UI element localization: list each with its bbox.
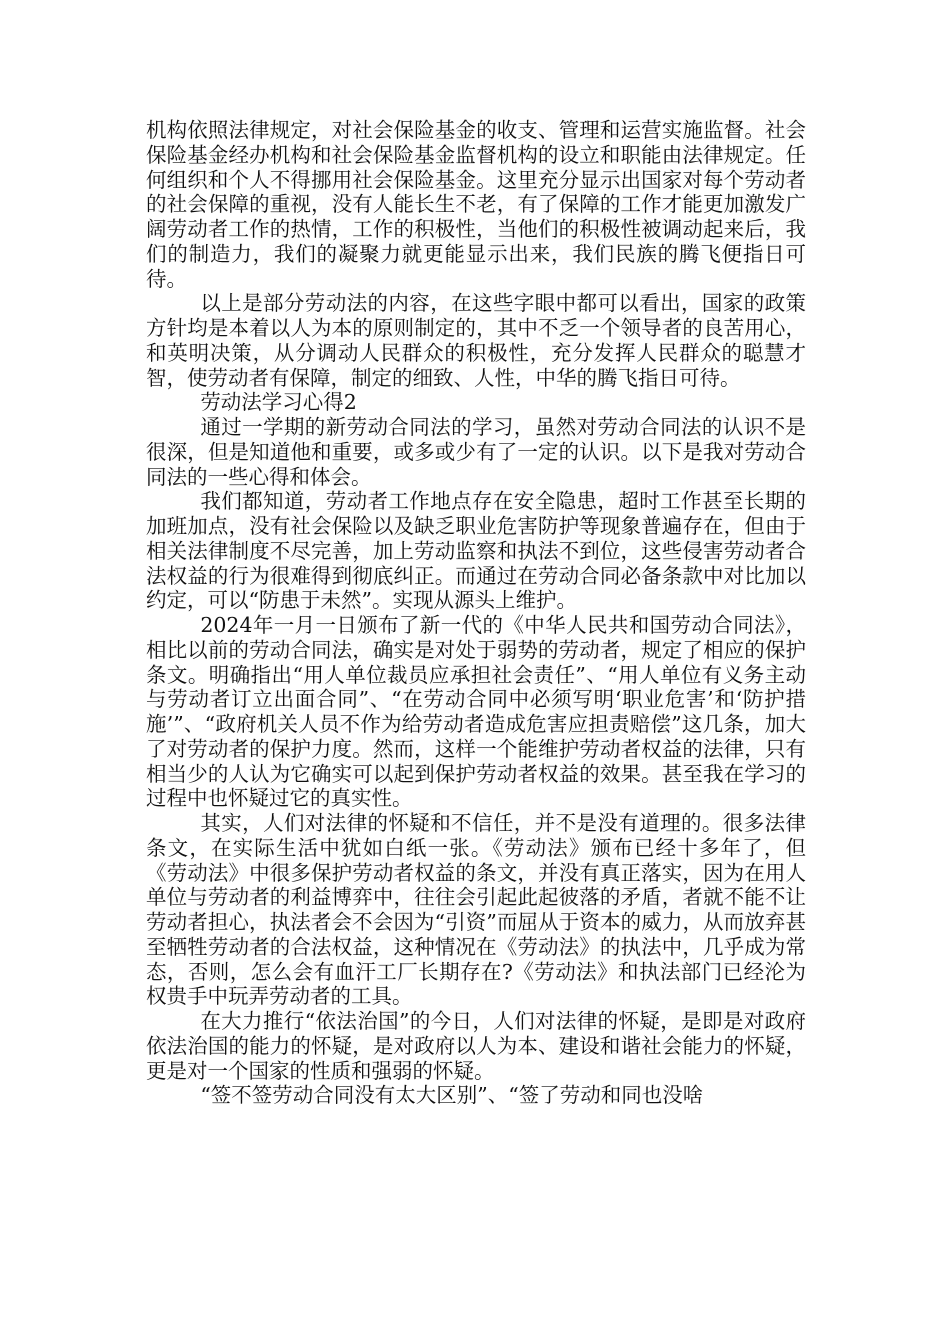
- paragraph: 以上是部分劳动法的内容，在这些字眼中都可以看出，国家的政策方针均是本着以人为本的原则制定的，其中不乏一个领导者的良苦用心，和英明决策，从分调动人民群众的积极性，充分发挥人民群众的聪慧才智，使劳动者有保障，制定的细致、人性，中华的腾飞指日可待。: [146, 291, 806, 390]
- paragraph: 通过一学期的新劳动合同法的学习，虽然对劳动合同法的认识不是很深，但是知道他和重要，或多或少有了一定的认识。以下是我对劳动合同法的一些心得和体会。: [146, 415, 806, 489]
- document-body: [146, 118, 806, 1108]
- paragraph: 我们都知道，劳动者工作地点存在安全隐患，超时工作甚至长期的加班加点，没有社会保险以及缺乏职业危害防护等现象普遍存在，但由于相关法律制度不尽完善，加上劳动监察和执法不到位，这些侵害劳动者合法权益的行为很难得到彻底纠正。而通过在劳动合同必备条款中对比加以约定，可以“防患于未然”。实现从源头上维护。: [146, 489, 806, 613]
- paragraph: “签不签劳动合同没有太大区别”、“签了劳动和同也没啥: [200, 1083, 704, 1108]
- paragraph: 其实，人们对法律的怀疑和不信任，并不是没有道理的。很多法律条文，在实际生活中犹如白纸一张。《劳动法》颁布已经十多年了，但《劳动法》中很多保护劳动者权益的条文，并没有真正落实，因为在用人单位与劳动者的利益博弈中，往往会引起此起彼落的矛盾，者就不能不让劳动者担心，执法者会不会因为“引资”而屈从于资本的威力，从而放弃甚至牺牲劳动者的合法权益，这种情况在《劳动法》的执法中，几乎成为常态，否则，怎么会有血汗工厂长期存在?《劳动法》和执法部门已经沦为权贵手中玩弄劳动者的工具。: [146, 811, 806, 1009]
- paragraph: 在大力推行“依法治国”的今日，人们对法律的怀疑，是即是对政府依法治国的能力的怀疑，是对政府以人为本、建设和谐社会能力的怀疑，更是对一个国家的性质和强弱的怀疑。: [146, 1009, 806, 1083]
- paragraph: 2024年一月一日颁布了新一代的《中华人民共和国劳动合同法》，相比以前的劳动合同法，确实是对处于弱势的劳动者，规定了相应的保护条文。明确指出“用人单位裁员应承担社会责任”、“用人单位有义务主动与劳动者订立出面合同”、“在劳动合同中必须写明‘职业危害’和‘防护措施’”、“政府机关人员不作为给劳动者造成危害应担责赔偿”这几条，加大了对劳动者的保护力度。然而，这样一个能维护劳动者权益的法律，只有相当少的人认为它确实可以起到保护劳动者权益的效果。甚至我在学习的过程中也怀疑过它的真实性。: [146, 613, 806, 811]
- paragraph: 机构依照法律规定，对社会保险基金的收支、管理和运营实施监督。社会保险基金经办机构和社会保险基金监督机构的设立和职能由法律规定。任何组织和个人不得挪用社会保险基金。这里充分显示出国家对每个劳动者的社会保障的重视，没有人能长生不老，有了保障的工作才能更加激发广阔劳动者工作的热情，工作的积极性，当他们的积极性被调动起来后，我们的制造力，我们的凝聚力就更能显示出来，我们民族的腾飞便指日可待。: [146, 118, 806, 291]
- section-heading: 劳动法学习心得2: [200, 390, 357, 415]
